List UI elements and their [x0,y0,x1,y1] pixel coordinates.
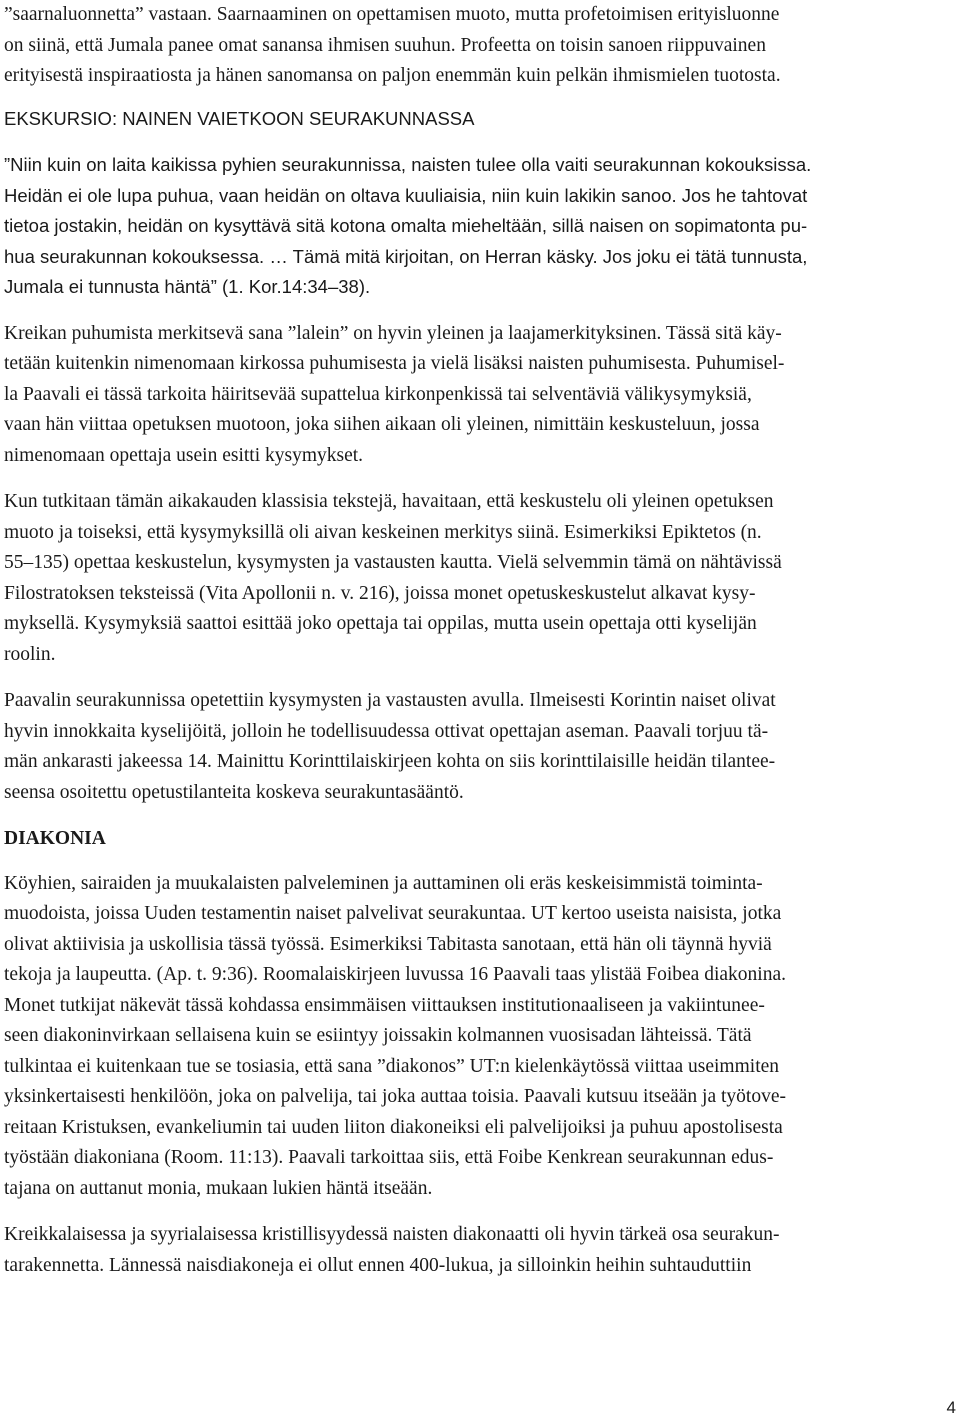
diakonia-heading: DIAKONIA [4,828,106,849]
paragraph-diakonia [4,869,954,1205]
text-line: män ankarasti jakeessa 14. Mainittu Korinttilaiskirjeen kohta on siis korinttilaisille heidän tilantee- [4,751,776,772]
paragraph-prophecy-end [4,0,954,92]
excursus-quote [4,150,954,303]
text-line: muoto ja toiseksi, että kysymyksillä oli aivan keskeinen merkitys siinä. Esimerkiksi Epiktetos (n. [4,521,762,543]
text-line: muodoista, joissa Uuden testamentin naiset palvelivat seurakuntaa. UT kertoo useista naisista, jotka [4,903,782,924]
text-line: 55‒135) opettaa keskustelun, kysymysten ja vastausten kautta. Vielä selvemmin tämä on nähtävissä [4,552,782,573]
text-line: nimenomaan opettaja usein esitti kysymykset. [4,444,364,466]
paragraph-lalein [4,319,954,472]
text-line: Monet tutkijat näkevät tässä kohdassa ensimmäisen viittauksen institutionaaliseen ja vakiintunee- [4,994,765,1016]
paragraph-eastern-diaconate [4,1220,954,1281]
text-line: vaan hän viittaa opetuksen muotoon, joka siihen aikaan oli yleinen, nimittäin keskusteluun, jossa [4,414,760,435]
text-line: olivat aktiivisia ja uskollisia tässä työssä. Esimerkiksi Tabitasta sanotaan, että hän oli täynnä hyviä [4,933,772,955]
text-line: työstään diakoniana (Room. 11:13). Paavali tarkoittaa siis, että Foibe Kenkrean seurakunnan edus- [4,1147,774,1168]
text-line: tulkintaa ei kuitenkaan tue se tosiasia, että sana ”diakonos” UT:n kielenkäytössä viittaa useimmiten [4,1055,780,1077]
text-line: la Paavali ei tässä tarkoita häiritsevää supattelua kirkonpenkissä tai selventäviä välikysymyksiä, [4,383,752,405]
text-line: tietoa jostakin, heidän on kysyttävä sitä kotona omalta mieheltään, sillä naisen on sopimatonta pu- [4,215,808,236]
text-line: ”Niin kuin on laita kaikissa pyhien seurakunnissa, naisten tulee olla vaiti seurakunnan kokouksissa. [4,154,812,175]
text-line: seen diakoninvirkaan sellaisena kuin se esiintyy joissakin kolmannen vuosisadan lähteissä. Tätä [4,1025,752,1046]
text-line: tekoja ja laupeutta. (Ap. t. 9:36). Roomalaiskirjeen luvussa 16 Paavali taas ylistää Foibea diakonina. [4,964,786,985]
text-line: reitaan Kristuksen, evankeliumin tai uuden liiton diakoneiksi eli palvelijoiksi ja puhuu apostolisesta [4,1116,783,1138]
text-line: hyvin innokkaita kyselijöitä, jolloin he todellisuudessa ottivat opettajan aseman. Paavali torjuu tä- [4,720,769,742]
text-line: yksinkertaisesti henkilöön, joka on palvelija, tai joka auttaa toisia. Paavali kutsuu itseään ja työtove- [4,1086,786,1107]
text-line: Filostratoksen teksteissä (Vita Apollonii n. v. 216), joissa monet opetuskeskustelut alkavat kysy- [4,582,756,604]
paragraph-classical-texts [4,487,954,670]
paragraph-pauline-congregations [4,686,954,808]
text-line: on siinä, että Jumala panee omat sanansa ihmisen suuhun. Profeetta on toisin sanoen riippuvainen [4,34,766,56]
text-line: tarakennetta. Lännessä naisdiakoneja ei ollut ennen 400-lukua, ja silloinkin heihin suhtauduttiin [4,1254,752,1276]
excursus-heading: EKSKURSIO: NAINEN VAIETKOON SEURAKUNNASSA [4,107,475,129]
text-line: Kreikkalaisessa ja syyrialaisessa kristillisyydessä naisten diakonaatti oli hyvin tärkeä osa seurakun- [4,1224,780,1245]
text-line: ”saarnaluonnetta” vastaan. Saarnaaminen on opettamisen muoto, mutta profetoimisen erityisluonne [4,4,780,25]
text-line: seensa osoitettu opetustilanteita koskeva seurakuntasääntö. [4,781,464,803]
text-line: erityisestä inspiraatiosta ja hänen sanomansa on paljon enemmän kuin pelkän ihmismielen tuotosta. [4,65,781,86]
text-line: Jumala ei tunnusta häntä” (1. Kor.14:34‒38). [4,276,371,297]
text-line: Heidän ei ole lupa puhua, vaan heidän on oltava kuuliaisia, niin kuin lakikin sanoo. Jos he tahtovat [4,184,808,206]
page-number: 4 [946,1397,956,1417]
text-line: hua seurakunnan kokouksessa. … Tämä mitä kirjoitan, on Herran käsky. Jos joku ei tätä tunnusta, [4,245,808,267]
text-line: Paavalin seurakunnissa opetettiin kysymysten ja vastausten avulla. Ilmeisesti Korintin naiset olivat [4,690,776,711]
text-line: tajana on auttanut monia, mukaan lukien häntä itseään. [4,1177,433,1199]
text-line: Kun tutkitaan tämän aikakauden klassisia tekstejä, havaitaan, että keskustelu oli yleinen opetuksen [4,491,774,512]
text-line: roolin. [4,643,56,665]
text-line: Köyhien, sairaiden ja muukalaisten palveleminen ja auttaminen oli eräs keskeisimmistä toiminta- [4,872,763,894]
document-page [4,0,954,1281]
text-line: myksellä. Kysymyksiä saattoi esittää joko opettaja tai oppilas, mutta usein opettaja otti kyselijän [4,613,757,634]
text-line: Kreikan puhumista merkitsevä sana ”lalein” on hyvin yleinen ja laajamerkityksinen. Tässä sitä käy- [4,322,782,344]
text-line: tetään kuitenkin nimenomaan kirkossa puhumisesta ja vielä lisäksi naisten puhumisesta. Puhumisel- [4,353,785,374]
